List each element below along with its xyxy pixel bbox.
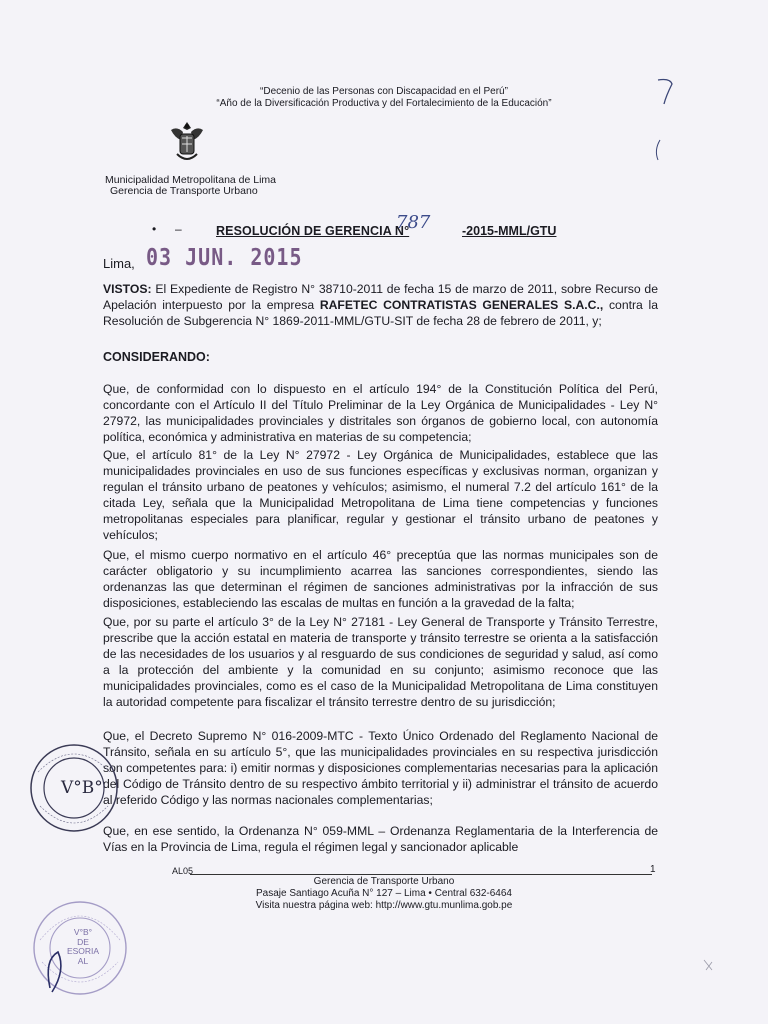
vistos-label: VISTOS: xyxy=(103,282,152,296)
resolution-title: RESOLUCIÓN DE GERENCIA N° xyxy=(216,224,410,238)
municipal-seal xyxy=(32,900,128,996)
paragraph-1: Que, de conformidad con lo dispuesto en el artículo 194° de la Constitución Política del Perú, concordante con el Artículo II del Título Preliminar de la Ley Orgánica de Municipalidades - Ley N° 27972, las municipalidades provinciales y distritales son órganos de gobierno local, con autonomía política, económica y administrativa en materias de su competencia; xyxy=(103,382,658,444)
footer-department: Gerencia de Transporte Urbano xyxy=(313,876,455,887)
resolution-suffix: -2015-MML/GTU xyxy=(462,224,557,238)
seal-text xyxy=(66,928,100,966)
seal-line-3: ESORIA xyxy=(66,946,100,956)
seal-line-2: DE xyxy=(77,936,89,947)
vistos-text-2: contra la Resolución de Subgerencia N° 1869-2011-MML/GTU-SIT de fecha 28 de febrero de 2011, y; xyxy=(103,298,659,328)
margin-handwriting-icon xyxy=(640,74,680,174)
corner-mark-icon xyxy=(700,956,720,976)
motto-year: “Año de la Diversificación Productiva y del Fortalecimiento de la Educación” xyxy=(216,98,552,109)
vistos-company: RAFETEC CONTRATISTAS GENERALES S.A.C., xyxy=(319,298,604,312)
coat-of-arms-icon xyxy=(167,120,207,168)
vistos-text-1: El Expediente de Registro N° 38710-2011 de fecha 15 de marzo de 2011, sobre Recurso de Apelación interpuesto por la empresa xyxy=(103,282,658,312)
seal-line-4: AL xyxy=(77,955,89,966)
paragraph-4: Que, por su parte el artículo 3° de la Ley N° 27181 - Ley General de Transporte y Tránsito Terrestre, prescribe que la acción estatal en materia de transporte y tránsito terrestre se orienta a la satisfacción de las necesidades de los usuarios y al resguardo de sus condiciones de seguridad y salud, así como a la protección del ambiente y la comunidad en su conjunto; asimismo reconoce que las municipalidades provinciales, como es el caso de la Municipalidad Metropolitana de Lima constituyen la autoridad competente para fiscalizar el tránsito terrestre dentro de su jurisdicción; xyxy=(103,615,658,709)
date-stamp: 03 JUN. 2015 xyxy=(146,243,303,271)
paragraph-6: Que, en ese sentido, la Ordenanza N° 059-MML – Ordenanza Reglamentaria de la Interferencia de Vías en la Provincia de Lima, regula el régimen legal y sancionador aplicable xyxy=(103,824,658,854)
org-department: Gerencia de Transporte Urbano xyxy=(110,185,258,197)
footer-website: Visita nuestra página web: http://www.gtu.munlima.gob.pe xyxy=(255,900,513,911)
footer-divider xyxy=(190,874,652,875)
paragraph-5: Que, el Decreto Supremo N° 016-2009-MTC - Texto Único Ordenado del Reglamento Nacional de Tránsito, señala en su artículo 5°, que las municipalidades provinciales en su respectiva jurisdicción son competentes para: i) emitir normas y disposiciones complementarias necesarias para la aplicación del Código de Tránsito dentro de su respectivo ámbito territorial y ii) administrar el tránsito de acuerdo al referido Código y las normas nacionales complementarias; xyxy=(103,729,658,807)
considerando-heading: CONSIDERANDO: xyxy=(103,350,210,364)
vistos-paragraph xyxy=(103,281,658,329)
footer-address: Pasaje Santiago Acuña N° 127 – Lima • Central 632-6464 xyxy=(255,888,512,899)
resolution-number: 787 xyxy=(396,212,431,233)
place-label: Lima, xyxy=(103,256,135,271)
seal-line-1: V°B° xyxy=(73,927,93,937)
motto-decenio: “Decenio de las Personas con Discapacidad en el Perú” xyxy=(260,86,508,97)
paragraph-3: Que, el mismo cuerpo normativo en el artículo 46° preceptúa que las normas municipales son de carácter obligatorio y su incumplimiento acarrea las sanciones correspondientes, siendo las ordenanzas las que determinan el régimen de sanciones administrativas por la infracción de sus disposiciones, estableciendo las escalas de multas en función a la gravedad de la falta; xyxy=(103,548,658,610)
vb-label: V°B° xyxy=(61,778,103,798)
dot-mark: • xyxy=(152,222,157,236)
dash-mark: – xyxy=(175,222,182,236)
page-number: 1 xyxy=(650,864,656,875)
footer-code: AL05 xyxy=(172,866,194,876)
paragraph-2: Que, el artículo 81° de la Ley N° 27972 - Ley Orgánica de Municipalidades, establece que las municipalidades provinciales en uso de sus funciones específicas y exclusivas norman, organizan y regulan el tránsito urbano de peatones y vehículos; asimismo, el numeral 7.2 del artículo 161° de la citada Ley, señala que la Municipalidad Metropolitana de Lima tiene competencias y funciones metropolitanas especiales para planificar, regular y gestionar el tránsito urbano de peatones y vehículos; xyxy=(103,448,658,542)
org-name: Municipalidad Metropolitana de Lima xyxy=(105,174,277,186)
vb-stamp xyxy=(28,742,120,834)
